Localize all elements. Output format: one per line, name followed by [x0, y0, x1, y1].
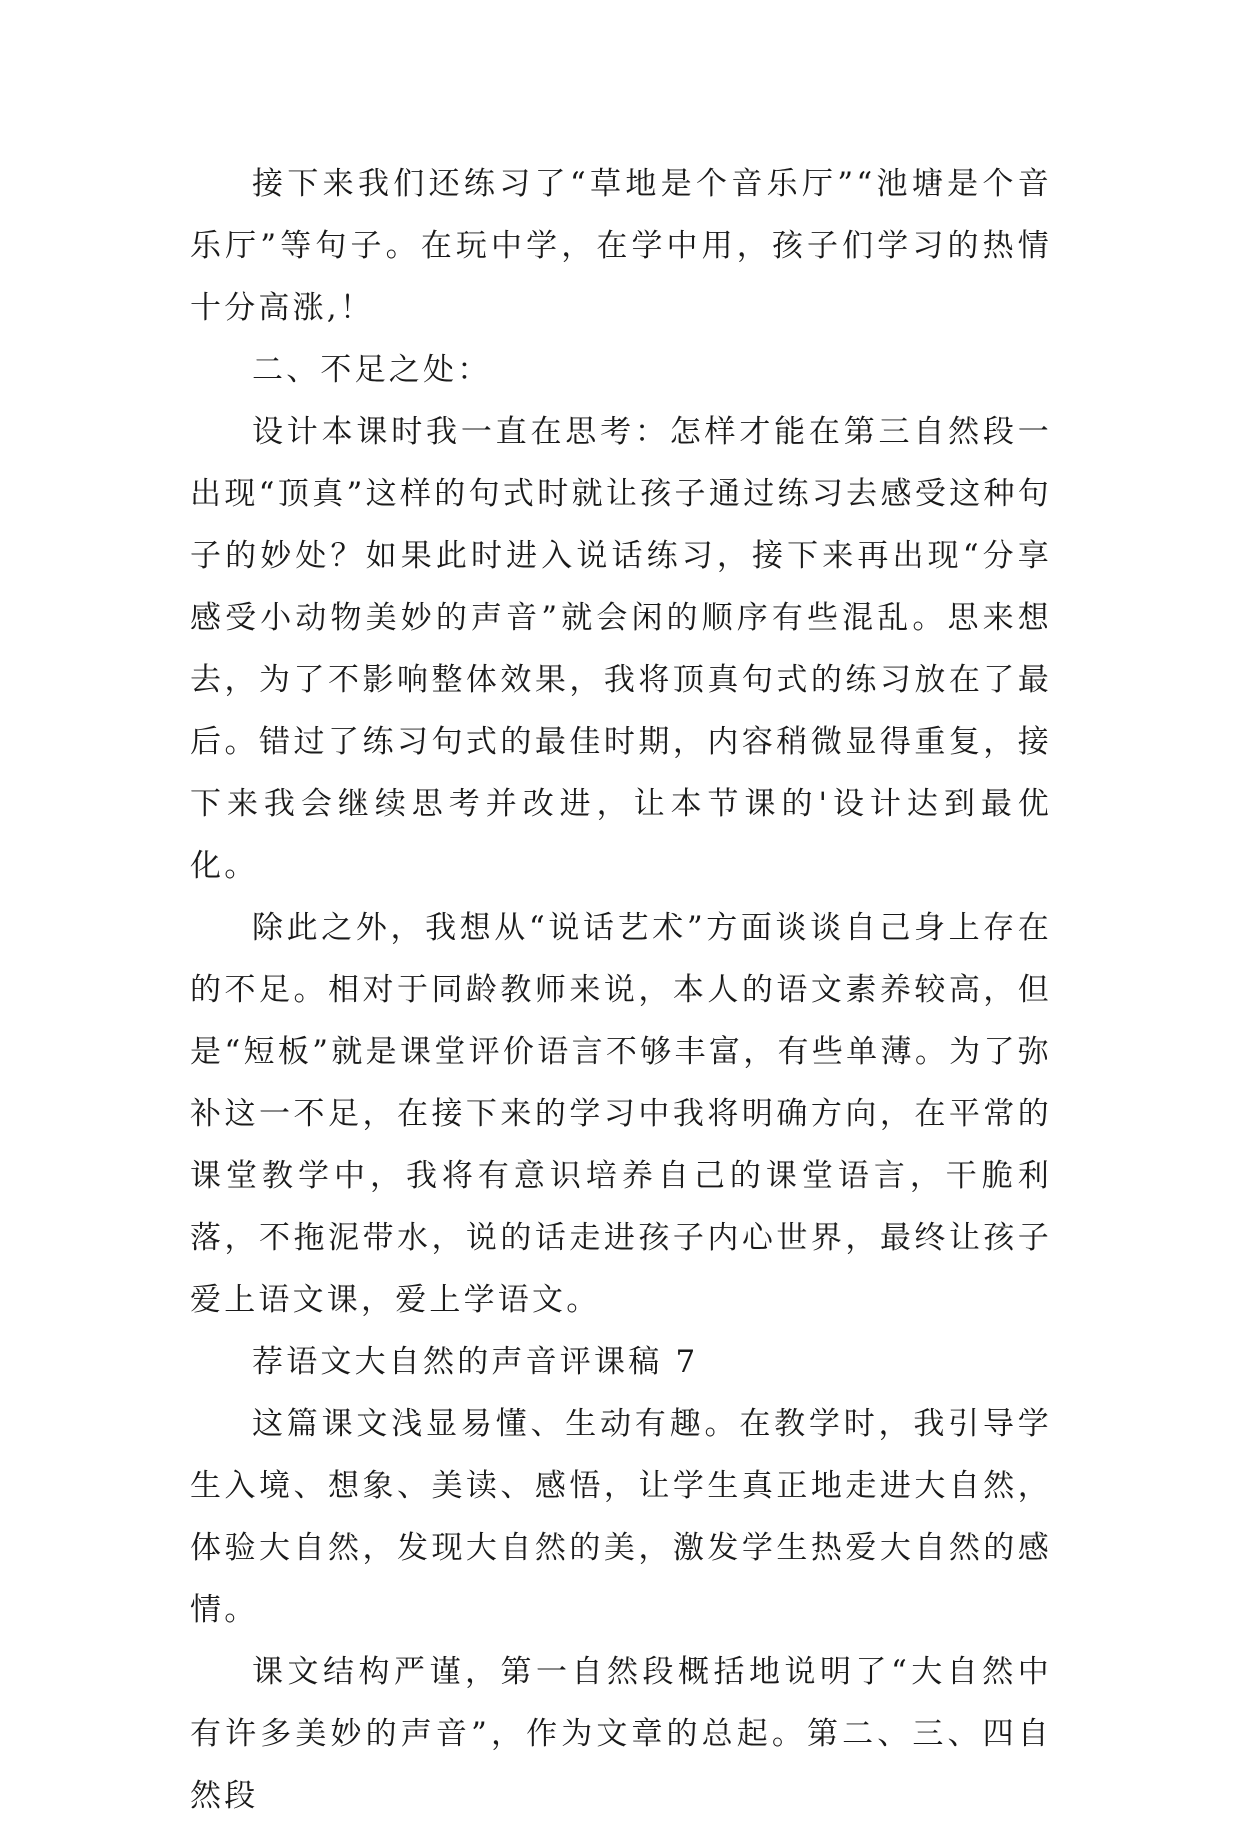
- paragraph-design-reflection: 设计本课时我一直在思考：怎样才能在第三自然段一出现“顶真”这样的句式时就让孩子通过练习去感受这种句子的妙处？如果此时进入说话练习，接下来再出现“分享感受小动物美妙的声音”就会闲的顺序有些混乱。思来想去，为了不影响整体效果，我将顶真句式的练习放在了最后。错过了练习句式的最佳时期，内容稍微显得重复，接下来我会继续思考并改进，让本节课的'设计达到最优化。: [190, 414, 1052, 884]
- paragraph-practice-sentences: 接下来我们还练习了“草地是个音乐厅”“池塘是个音乐厅”等句子。在玩中学，在学中用，孩子们学习的热情十分高涨,！: [190, 166, 1052, 326]
- paragraph-lesson-overview: 这篇课文浅显易懂、生动有趣。在教学时，我引导学生入境、想象、美读、感悟，让学生真正地走进大自然，体验大自然，发现大自然的美，激发学生热爱大自然的感情。: [190, 1406, 1052, 1628]
- document-body: [190, 153, 1052, 1827]
- section-heading-shortcomings: 二、不足之处：: [252, 352, 492, 388]
- paragraph-speech-art: 除此之外，我想从“说话艺术”方面谈谈自己身上存在的不足。相对于同龄教师来说，本人的语文素养较高，但是“短板”就是课堂评价语言不够丰富，有些单薄。为了弥补这一不足，在接下来的学习中我将明确方向，在平常的课堂教学中，我将有意识培养自己的课堂语言，干脆利落，不拖泥带水，说的话走进孩子内心世界，最终让孩子爱上语文课，爱上学语文。: [190, 910, 1052, 1318]
- paragraph-text-structure: 课文结构严谨，第一自然段概括地说明了“大自然中有许多美妙的声音”，作为文章的总起。第二、三、四自然段: [190, 1654, 1052, 1814]
- article-title-7: 荐语文大自然的声音评课稿 7: [252, 1344, 699, 1380]
